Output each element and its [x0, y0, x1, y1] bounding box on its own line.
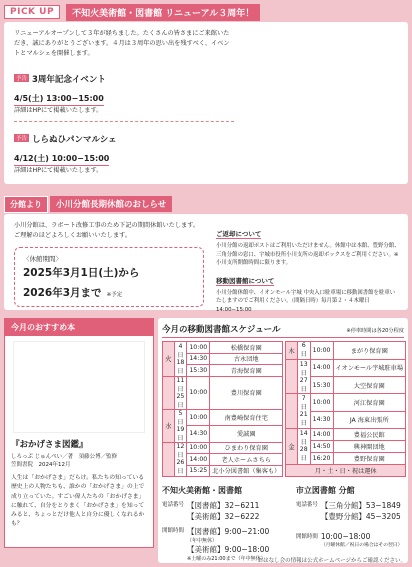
mobile-text: 小川分館休館中、イオンモール宇城 中央入口駐車場に移動図書館を駐車いたしますのでご利用ください。（間隔日時）毎月第２・４木曜日 14:00−15:00	[216, 289, 396, 313]
pickup-tag: PICK UP	[4, 5, 60, 19]
schedule-time: 10:00	[187, 442, 210, 454]
ogawa-intro: 小川分館は、ラボート改修工事のため下記の期間休館いたします。ご理解のほどよろしくお願いいたします。	[14, 222, 200, 239]
main-hours-art-note: ※土曜のみ21:00まで（年中無休）	[187, 556, 266, 562]
branch-title: 市立図書館 分館	[295, 486, 355, 495]
schedule-place: 豊川保育園	[210, 376, 283, 409]
schedule-weekday: 火	[163, 342, 175, 377]
schedule-closed-note: 月・土・日・祝は運休	[286, 464, 406, 476]
event-2-tag: 予告	[16, 135, 28, 142]
schedule-date: 11日 25日	[174, 376, 187, 409]
event-1-title: 3周年記念イベント	[32, 75, 106, 85]
pickup-panel	[4, 22, 408, 184]
schedule-time: 15:25	[187, 465, 210, 477]
main-tel-lib: 【図書館】32−6211	[187, 501, 260, 510]
schedule-weekday: 金	[286, 428, 298, 464]
schedule-time: 14:00	[187, 454, 210, 466]
ogawa-panel	[4, 214, 408, 313]
schedule-title: 今月の移動図書館スケジュール	[162, 325, 281, 335]
main-hours-lib: 【図書館】9:00−21:00	[187, 527, 270, 536]
schedule-table-right	[285, 341, 406, 477]
schedule-place: ひまわり保育園	[210, 442, 283, 454]
branch-tel-b: 【豊野分館】45−3205	[320, 512, 401, 521]
schedule-time: 10:00	[187, 376, 210, 409]
event-2-title: しらぬひパンマルシェ	[32, 135, 117, 145]
branch-info	[296, 485, 404, 562]
schedule-place: 古永団地	[210, 353, 283, 365]
schedule-time: 10:00	[187, 409, 210, 426]
ogawa-title: 小川分館長期休館のおしらせ	[50, 196, 172, 212]
schedule-date: 13日 27日	[297, 359, 310, 394]
schedule-row	[286, 359, 406, 376]
ogawa-header	[4, 196, 172, 212]
schedule-place: 南豊崎保育住宅	[210, 409, 283, 426]
schedule-row	[286, 428, 406, 440]
closure-period-box	[14, 247, 204, 307]
schedule-time: 10:00	[310, 394, 333, 411]
schedule-weekday	[163, 376, 175, 409]
main-library-info	[162, 485, 290, 562]
event-2-note: 詳細はHPにて掲載いたします。	[14, 167, 103, 174]
branch-hours-note: （月曜休館／祝日の場合はその翌日）	[320, 543, 403, 548]
schedule-time: 14:30	[187, 353, 210, 365]
event-1-note: 詳細はHPにて掲載いたします。	[14, 107, 103, 114]
schedule-row	[286, 394, 406, 411]
schedule-time: 10:00	[187, 342, 210, 354]
recommend-panel	[4, 318, 154, 548]
schedule-row	[163, 342, 283, 354]
main-hours-lib-note: （年中無休）	[187, 538, 218, 544]
branch-hours-label: 開館時間	[295, 534, 318, 540]
schedule-place: イオンモール宇城駐車場	[333, 359, 406, 376]
book-blurb: 人生は「おかげさま」だらけ。私たちの知っている歴史上の人物たちも、誰かの「おかげさま」の上で成り立っていた。すごい偉人たちの「おかげさま」に触れて、自分をとりまく「おかげさま」を知ってみると、ちょっとだけ他人と自分に優しくなれるかも？	[11, 475, 145, 528]
schedule-place: 愛誠園	[210, 426, 283, 443]
schedule-date: 6日	[297, 342, 310, 360]
ogawa-tag: 分館より	[4, 196, 48, 213]
main-tel-label: 電話番号	[162, 502, 185, 508]
schedule-place: 河江保育園	[333, 394, 406, 411]
return-title: ご返却について	[216, 230, 262, 238]
event-2-date: 4/12(土) 10:00−15:00	[14, 153, 109, 166]
event-1	[14, 67, 398, 116]
schedule-time: 10:00	[310, 342, 333, 360]
schedule-note: ※停車時間は各20分程度	[346, 328, 404, 334]
schedule-time: 14:30	[310, 411, 333, 428]
schedule-time: 14:00	[310, 359, 333, 376]
schedule-date: 12日 26日	[174, 442, 187, 477]
schedule-place: 興神開団地	[333, 440, 406, 452]
schedule-time: 15:30	[310, 377, 333, 394]
schedule-table-left	[162, 341, 283, 477]
event-1-tag: 予告	[16, 75, 28, 82]
return-text: 小川分館の返却ポストはご利用いただけません。休館中は本館、豊野分館、三角分館の窓口、宇城市役所小川支所の返却ボックスをご利用ください。※小川支所開館時間に限ります。	[216, 243, 400, 266]
schedule-place: まがり保育園	[333, 342, 406, 360]
event-2	[14, 127, 398, 176]
mobile-title: 移動図書館について	[216, 276, 275, 285]
branch-tel-a: 【三角分館】53−1849	[320, 501, 401, 510]
schedule-panel	[158, 318, 408, 563]
divider	[14, 121, 234, 122]
period-note: ※予定	[106, 292, 123, 298]
pickup-intro: リニューアルオープンして３年が経ちました。たくさんの皆さまにご来館いただき、誠にありがとうございます。４月は３周年の思い出を残すべく、イベントとマルシェを開催します。	[14, 30, 230, 57]
pickup-header	[4, 4, 260, 20]
schedule-weekday: 水	[163, 409, 175, 442]
branch-tel-label: 電話番号	[295, 502, 318, 508]
schedule-time: 14:30	[187, 426, 210, 443]
schedule-place: 大空保育園	[333, 377, 406, 394]
book-author: しろっぷ じゅんぺい／著 須藤公博／監修	[11, 454, 118, 460]
schedule-weekday	[163, 442, 175, 477]
event-1-date: 4/5(土) 13:00−15:00	[14, 93, 104, 106]
footer-note: おはなし会の情報は公式ホームページからご確認ください。	[257, 558, 406, 564]
schedule-place: JA 海東出張所	[333, 411, 406, 428]
period-start: 2025年3月1日(土)から	[23, 267, 140, 279]
schedule-weekday	[286, 394, 298, 429]
schedule-row	[163, 376, 283, 409]
schedule-date: 4日 18日	[174, 342, 187, 377]
schedule-weekday: 木	[286, 342, 298, 360]
schedule-date: 7日 21日	[297, 394, 310, 429]
schedule-place: 青海保育園	[210, 365, 283, 377]
main-hours-art: 【美術館】9:00−18:00	[187, 545, 270, 554]
schedule-date: 5日 19日	[174, 409, 187, 442]
branch-hours: 10:00−18:00	[320, 532, 371, 541]
recommend-title: 今月のおすすめ本	[5, 319, 153, 336]
period-label: 〈休館期間〉	[23, 255, 62, 263]
book-publisher: 笠間書院 2024年12月	[11, 462, 71, 468]
schedule-place: 豊福公民館	[333, 428, 406, 440]
period-end: 2026年3月まで	[23, 287, 102, 299]
schedule-time: 16:20	[310, 452, 333, 464]
pickup-title: 不知火美術館・図書館 リニューアル３周年！	[66, 4, 260, 21]
schedule-place: 豊野保育園	[333, 452, 406, 464]
main-library-title: 不知火美術館・図書館	[162, 486, 242, 495]
book-cover-placeholder	[13, 341, 145, 433]
main-hours-label: 開館時間	[162, 528, 185, 534]
schedule-place: 北小分図書館（集客も）	[210, 465, 283, 477]
schedule-row	[163, 409, 283, 426]
schedule-place: 松橋保育園	[210, 342, 283, 354]
schedule-time: 14:50	[310, 440, 333, 452]
book-title: 『おかげさま図鑑』	[11, 440, 88, 450]
schedule-time: 14:00	[310, 428, 333, 440]
schedule-row	[286, 342, 406, 360]
schedule-time: 15:30	[187, 365, 210, 377]
schedule-date: 14日 28日	[297, 428, 310, 464]
schedule-row	[163, 442, 283, 454]
schedule-weekday	[286, 359, 298, 394]
main-tel-art: 【美術館】32−6222	[187, 512, 260, 521]
schedule-place: 老人ホームさちら	[210, 454, 283, 466]
